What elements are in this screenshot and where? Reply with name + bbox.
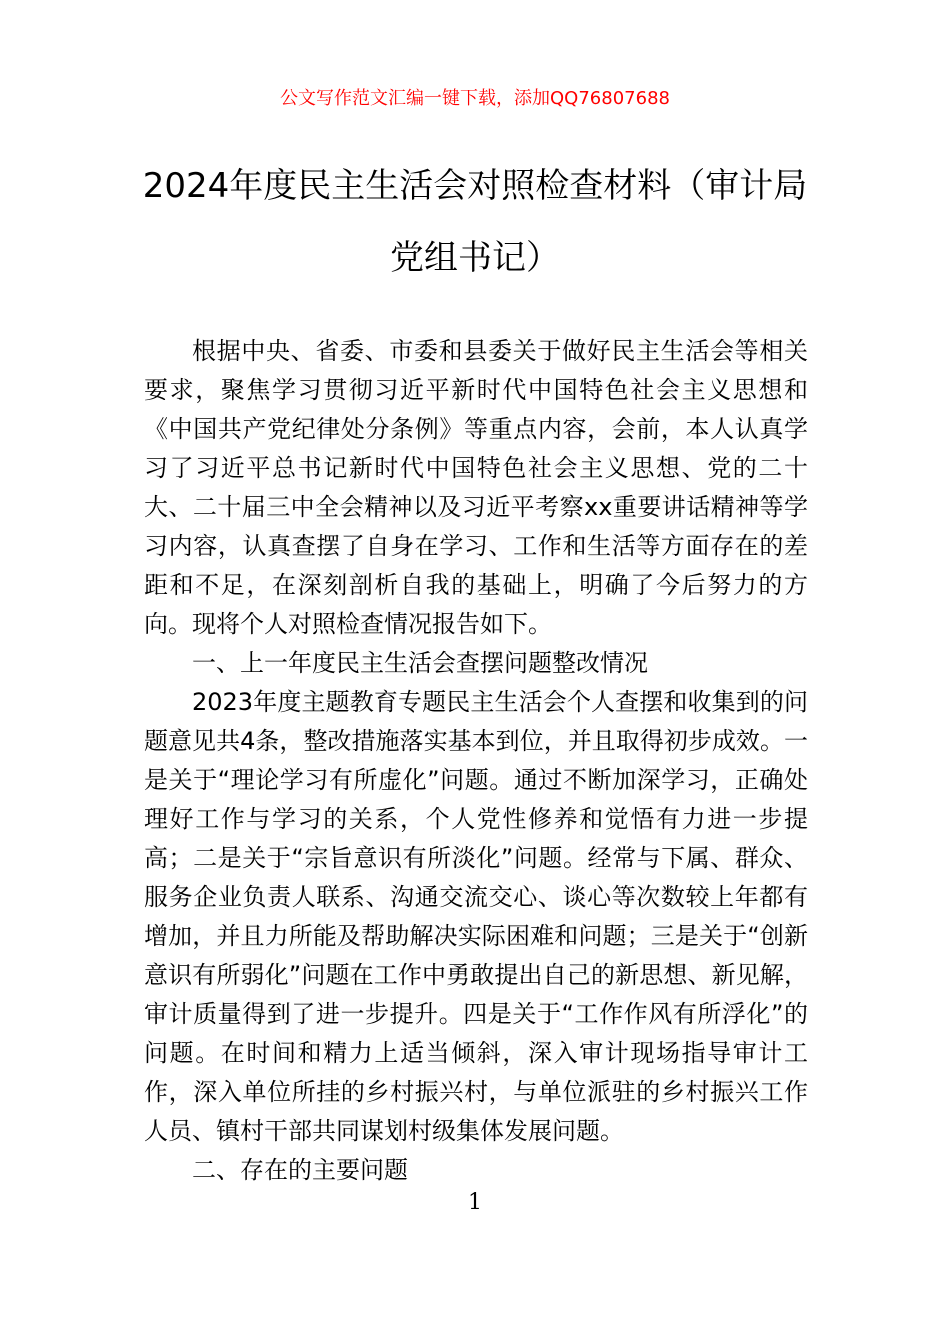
document-title: 2024年度民主生活会对照检查材料（审计局党组书记） xyxy=(142,166,808,278)
page-number: 1 xyxy=(468,1190,482,1215)
section-heading-1: 一、上一年度民主生活会查摆问题整改情况 xyxy=(192,649,648,677)
document-body xyxy=(144,332,808,1190)
intro-paragraph: 根据中央、省委、市委和县委关于做好民主生活会等相关要求，聚焦学习贯彻习近平新时代中国特色社会主义思想和《中国共产党纪律处分条例》等重点内容，会前，本人认真学习了习近平总书记新时代中国特色社会主义思想、党的二十大、二十届三中全会精神以及习近平考察xx重要讲话精神等学习内容，认真查摆了自身在学习、工作和生活等方面存在的差距和不足，在深刻剖析自我的基础上，明确了今后努力的方向。现将个人对照检查情况报告如下。 xyxy=(144,337,808,638)
rectification-paragraph: 2023年度主题教育专题民主生活会个人查摆和收集到的问题意见共4条，整改措施落实基本到位，并且取得初步成效。一是关于“理论学习有所虚化”问题。通过不断加深学习，正确处理好工作与学习的关系，个人党性修养和觉悟有力进一步提高；二是关于“宗旨意识有所淡化”问题。经常与下属、群众、服务企业负责人联系、沟通交流交心、谈心等次数较上年都有增加，并且力所能及帮助解决实际困难和问题；三是关于“创新意识有所弱化”问题在工作中勇敢提出自己的新思想、新见解，审计质量得到了进一步提升。四是关于“工作作风有所浮化”的问题。在时间和精力上适当倾斜，深入审计现场指导审计工作，深入单位所挂的乡村振兴村，与单位派驻的乡村振兴工作人员、镇村干部共同谋划村级集体发展问题。 xyxy=(144,688,808,1145)
header-banner: 公文写作范文汇编一键下载，添加QQ76807688 xyxy=(280,88,670,109)
section-heading-2: 二、存在的主要问题 xyxy=(192,1156,408,1184)
